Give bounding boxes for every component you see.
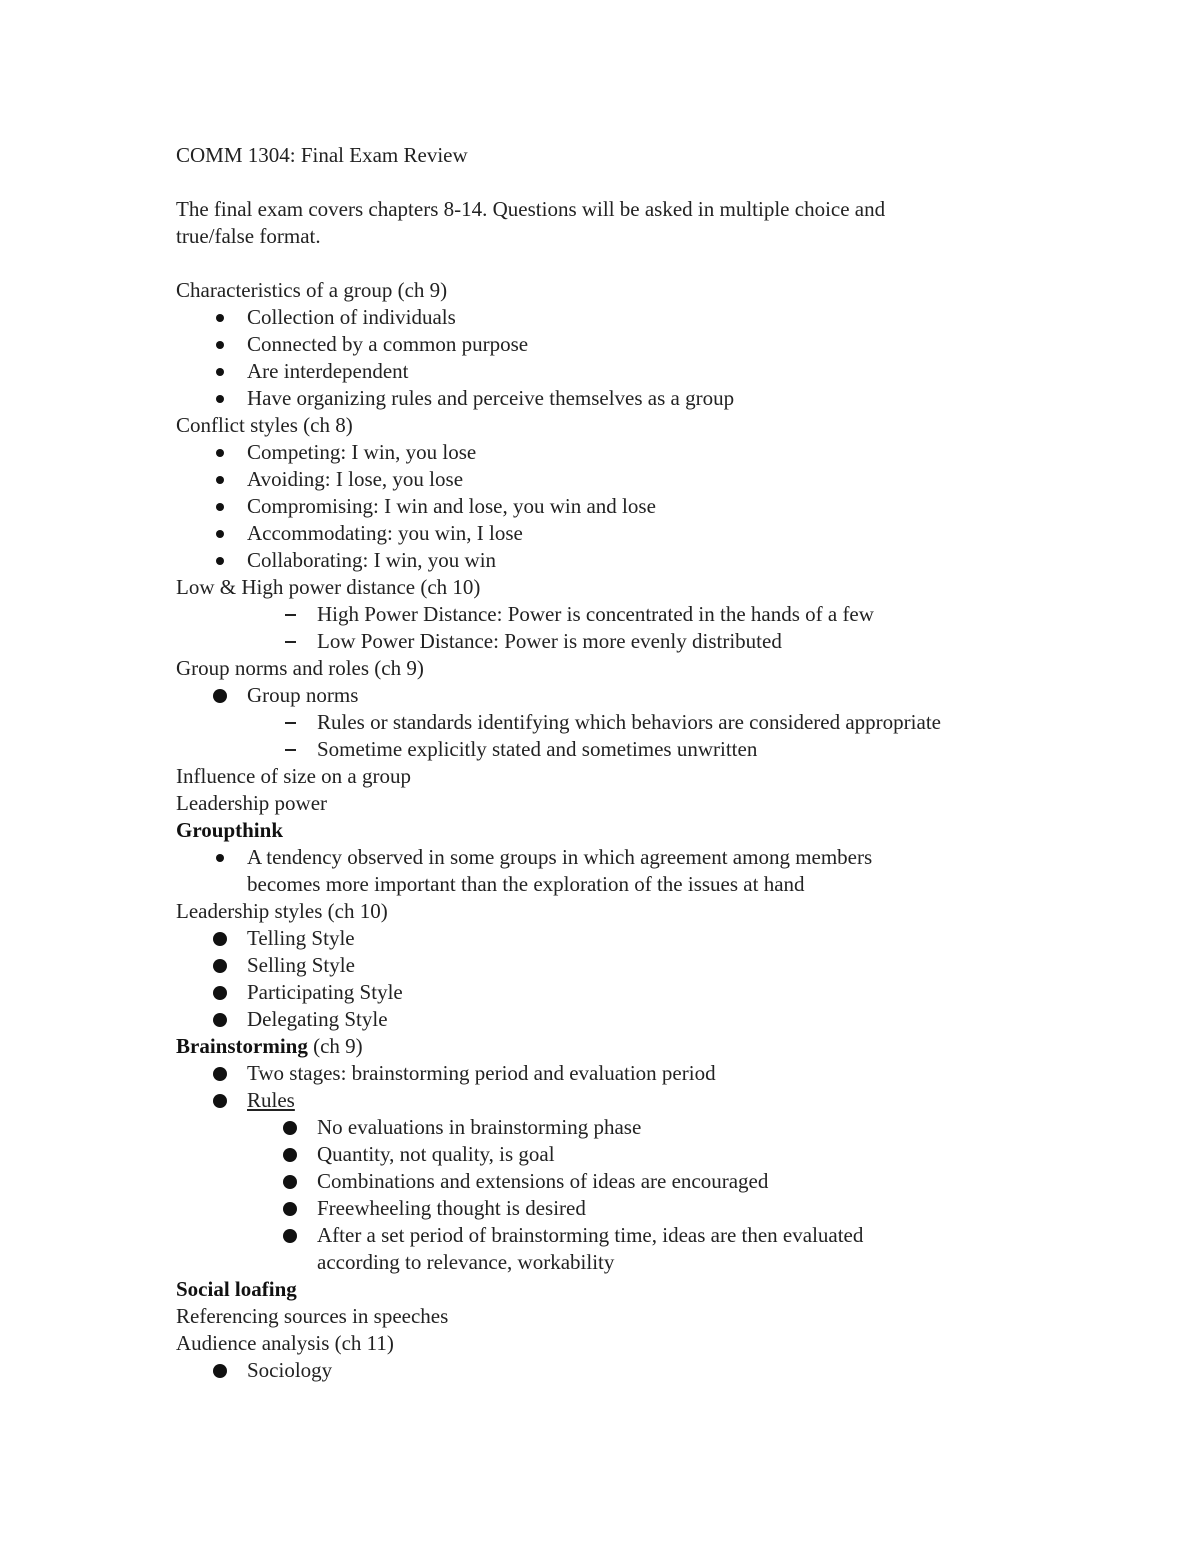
list-item — [176, 628, 1076, 655]
dash-bullet-icon — [282, 709, 298, 736]
list-item-text: Rules or standards identifying which behaviors are considered appropriate — [317, 710, 941, 734]
bullet-icon — [212, 1357, 228, 1384]
list-item-text: Two stages: brainstorming period and evaluation period — [247, 1061, 716, 1085]
document-page — [176, 142, 1076, 1384]
list-item-text: Group norms — [247, 683, 359, 707]
section-heading-norms: Group norms and roles (ch 9) — [176, 656, 424, 680]
list-item — [176, 1060, 1076, 1087]
list-item-text-line-1: After a set period of brainstorming time, ideas are then evaluated — [317, 1223, 864, 1247]
bullet-icon — [212, 439, 228, 466]
list-item-text: Sometime explicitly stated and sometimes unwritten — [317, 737, 758, 761]
list-item-text: Sociology — [247, 1358, 333, 1382]
list-item-text: Participating Style — [247, 980, 403, 1004]
list-item-text: Connected by a common purpose — [247, 332, 529, 356]
document-title: COMM 1304: Final Exam Review — [176, 143, 468, 167]
bullet-icon — [212, 493, 228, 520]
list-item — [176, 925, 1076, 952]
list-item-text: Delegating Style — [247, 1007, 388, 1031]
list-item-text: Accommodating: you win, I lose — [247, 521, 523, 545]
bullet-icon — [282, 1222, 298, 1249]
list-item — [176, 358, 1076, 385]
bullet-icon — [212, 1087, 228, 1114]
list-item-text: Avoiding: I lose, you lose — [247, 467, 464, 491]
bullet-icon — [282, 1195, 298, 1222]
bullet-icon — [212, 304, 228, 331]
list-item-text: Collection of individuals — [247, 305, 456, 329]
list-item-text: Telling Style — [247, 926, 355, 950]
section-heading-power-distance: Low & High power distance (ch 10) — [176, 575, 481, 599]
list-item-text: No evaluations in brainstorming phase — [317, 1115, 642, 1139]
list-item-text-line-2: according to relevance, workability — [317, 1250, 615, 1274]
list-item — [176, 466, 1076, 493]
bullet-icon — [212, 358, 228, 385]
list-item — [176, 952, 1076, 979]
list-item — [176, 520, 1076, 547]
section-heading-leadership-styles: Leadership styles (ch 10) — [176, 899, 388, 923]
bullet-icon — [212, 385, 228, 412]
list-item-text-line-2: becomes more important than the exploration of the issues at hand — [247, 872, 805, 896]
bullet-icon — [212, 466, 228, 493]
bullet-icon — [212, 520, 228, 547]
list-item-text: Are interdependent — [247, 359, 409, 383]
section-heading-conflict: Conflict styles (ch 8) — [176, 413, 353, 437]
bullet-icon — [212, 682, 228, 709]
bullet-icon — [212, 979, 228, 1006]
dash-bullet-icon — [282, 736, 298, 763]
list-item-text: Compromising: I win and lose, you win and lose — [247, 494, 656, 518]
list-item-text: Low Power Distance: Power is more evenly distributed — [317, 629, 782, 653]
list-item — [176, 439, 1076, 466]
section-heading-characteristics: Characteristics of a group (ch 9) — [176, 278, 448, 302]
dash-bullet-icon — [282, 601, 298, 628]
list-item — [176, 844, 1076, 898]
bullet-icon — [282, 1168, 298, 1195]
list-item-text: High Power Distance: Power is concentrated in the hands of a few — [317, 602, 874, 626]
list-item — [176, 1006, 1076, 1033]
list-item — [176, 736, 1076, 763]
section-heading-brainstorming — [176, 1033, 1076, 1060]
section-heading-leadership-power: Leadership power — [176, 791, 328, 815]
list-item — [176, 1357, 1076, 1384]
bullet-icon — [212, 844, 228, 871]
list-item — [176, 601, 1076, 628]
section-heading-brainstorming-bold: Brainstorming — [176, 1034, 308, 1058]
list-item-text: Have organizing rules and perceive themselves as a group — [247, 386, 735, 410]
list-item — [176, 1087, 1076, 1114]
section-heading-groupthink: Groupthink — [176, 818, 283, 842]
list-item-text: Competing: I win, you lose — [247, 440, 477, 464]
list-item — [176, 385, 1076, 412]
section-heading-referencing: Referencing sources in speeches — [176, 1304, 449, 1328]
dash-bullet-icon — [282, 628, 298, 655]
bullet-icon — [212, 925, 228, 952]
list-item-text-line-1: A tendency observed in some groups in which agreement among members — [247, 845, 873, 869]
bullet-icon — [282, 1141, 298, 1168]
list-item-text: Quantity, not quality, is goal — [317, 1142, 555, 1166]
list-item — [176, 682, 1076, 709]
section-heading-size: Influence of size on a group — [176, 764, 411, 788]
spacer — [176, 169, 1076, 196]
list-item-text: Combinations and extensions of ideas are encouraged — [317, 1169, 769, 1193]
list-item — [176, 493, 1076, 520]
section-heading-audience: Audience analysis (ch 11) — [176, 1331, 394, 1355]
list-item-text: Selling Style — [247, 953, 355, 977]
list-item — [176, 709, 1076, 736]
section-heading-brainstorming-chapter: (ch 9) — [307, 1034, 363, 1058]
list-item-text: Freewheeling thought is desired — [317, 1196, 586, 1220]
list-item — [176, 547, 1076, 574]
list-item — [176, 1195, 1076, 1222]
list-item — [176, 304, 1076, 331]
intro-text-line-1: The final exam covers chapters 8-14. Questions will be asked in multiple choice and — [176, 197, 886, 221]
bullet-icon — [212, 1006, 228, 1033]
bullet-icon — [212, 547, 228, 574]
intro-text-line-2: true/false format. — [176, 224, 321, 248]
bullet-icon — [212, 331, 228, 358]
list-item — [176, 1141, 1076, 1168]
section-heading-social-loafing: Social loafing — [176, 1277, 297, 1301]
list-item — [176, 331, 1076, 358]
bullet-icon — [212, 1060, 228, 1087]
list-item — [176, 979, 1076, 1006]
list-item-text-underlined: Rules — [247, 1088, 295, 1112]
list-item — [176, 1114, 1076, 1141]
list-item — [176, 1168, 1076, 1195]
bullet-icon — [282, 1114, 298, 1141]
spacer — [176, 250, 1076, 277]
list-item-text: Collaborating: I win, you win — [247, 548, 497, 572]
list-item — [176, 1222, 1076, 1276]
bullet-icon — [212, 952, 228, 979]
